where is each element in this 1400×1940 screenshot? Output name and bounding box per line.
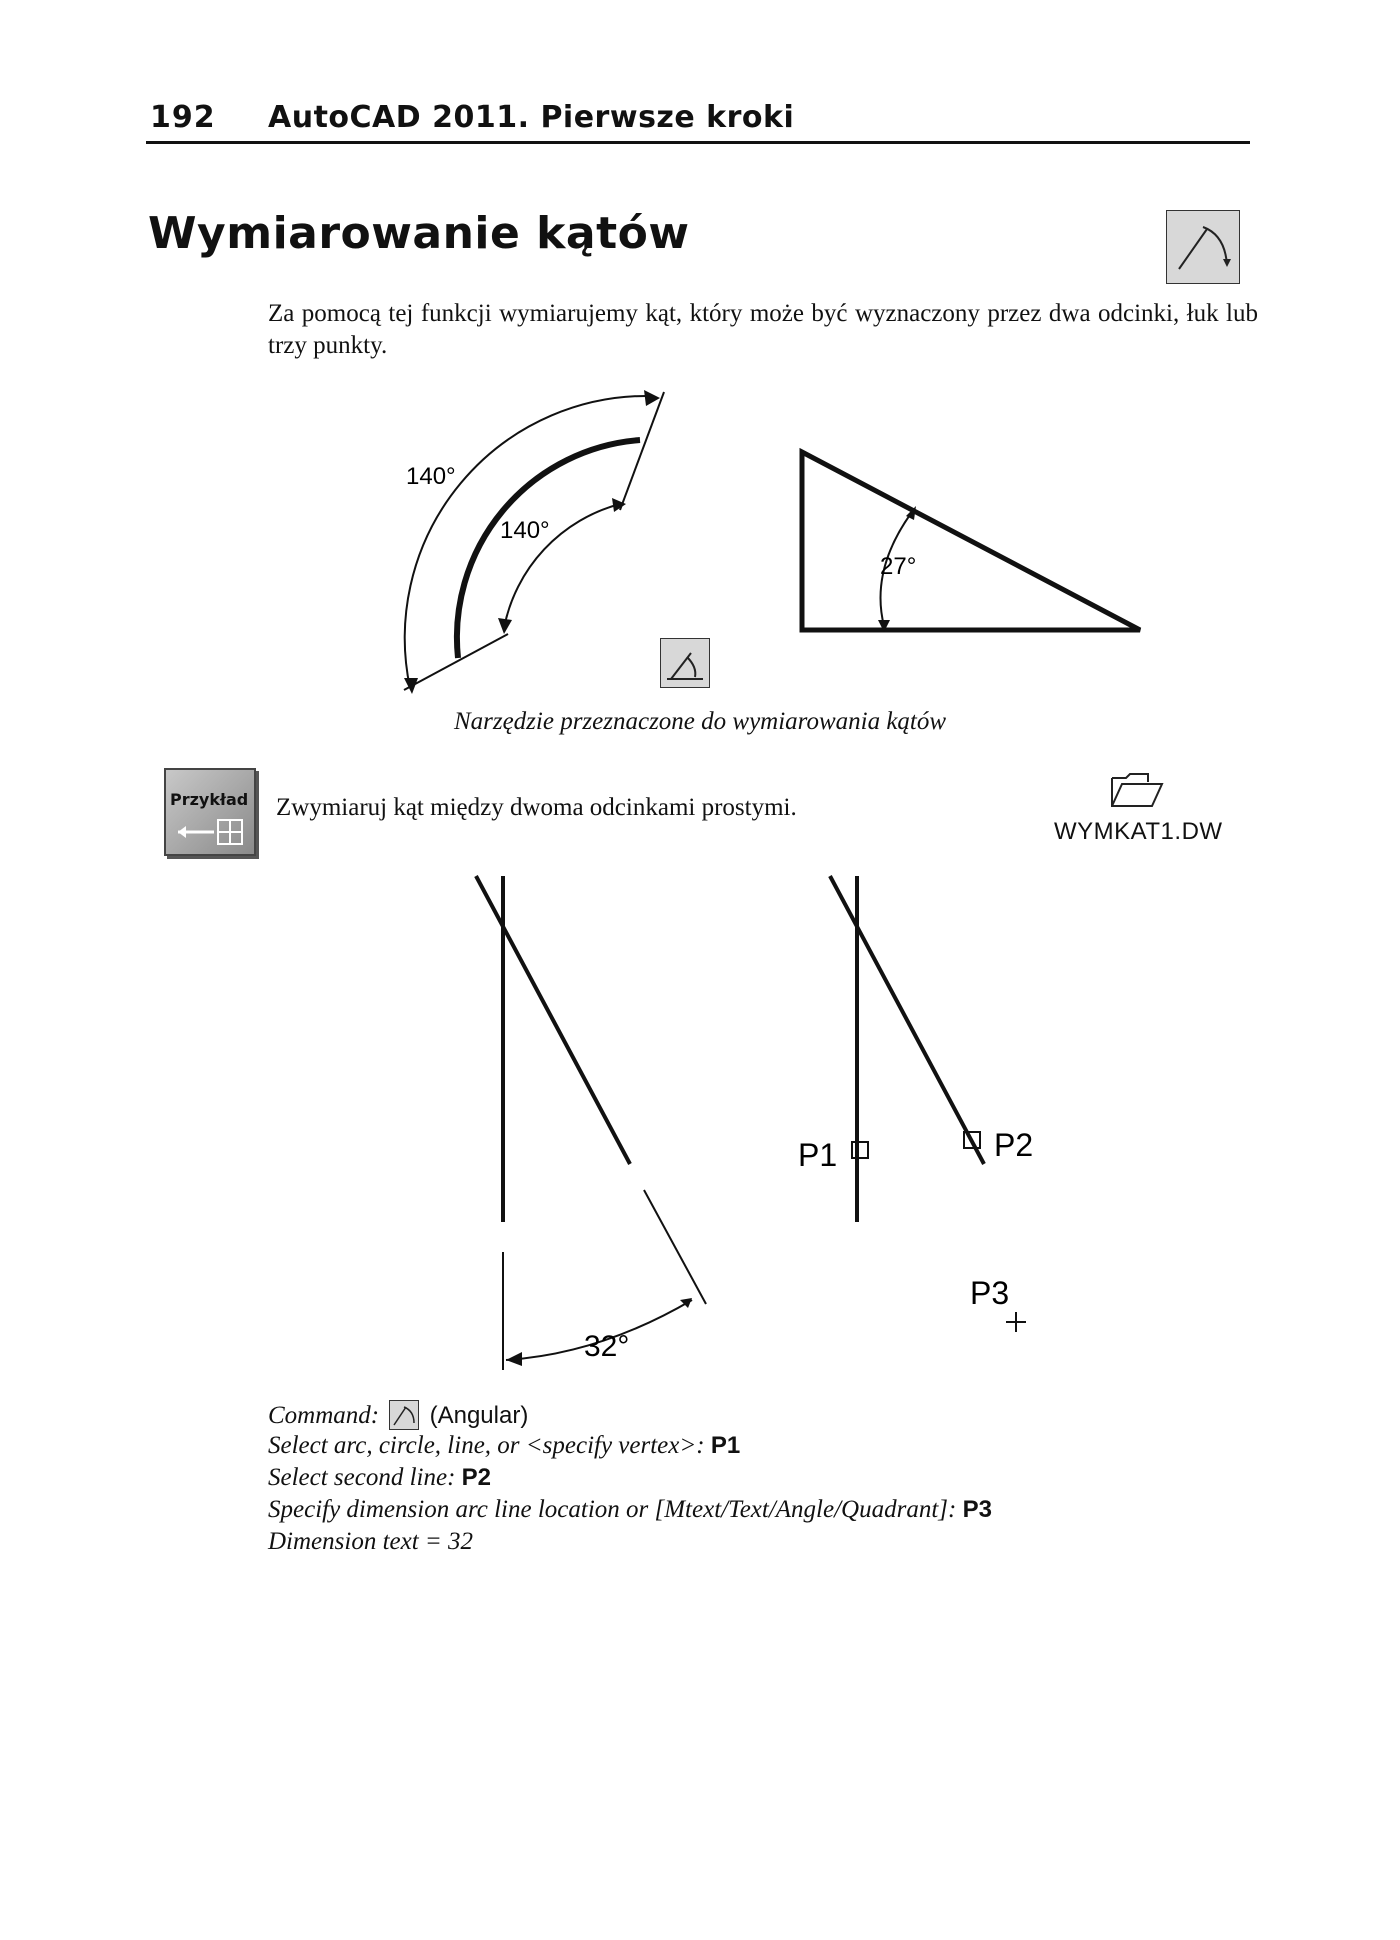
command-prompt: Select arc, circle, line, or <specify vertex>: [268, 1432, 705, 1459]
command-prompt: Dimension text = 32 [268, 1528, 474, 1555]
point-p3-label: P3 [970, 1275, 1010, 1311]
intro-paragraph: Za pomocą tej funkcji wymiarujemy kąt, który może być wyznaczony przez dwa odcinki, łuk lub trzy punkty. [268, 300, 1258, 359]
inner-arc-label: 140° [500, 517, 550, 544]
command-value: (Angular) [429, 1402, 529, 1429]
page-number: 192 [150, 100, 216, 135]
angle-32-label: 32° [584, 1330, 630, 1363]
book-title: AutoCAD 2011. Pierwsze kroki [268, 100, 795, 135]
command-line-1 [268, 1400, 528, 1430]
command-line-4 [268, 1496, 992, 1524]
example-badge-icon [164, 768, 256, 856]
point-p1-label: P1 [798, 1137, 838, 1173]
command-prompt: Specify dimension arc line location or [Mtext/Text/Angle/Quadrant]: [268, 1496, 957, 1523]
command-value: P2 [461, 1464, 492, 1491]
command-value: P3 [962, 1496, 992, 1523]
example-file-name: WYMKAT1.DW [1054, 818, 1223, 845]
command-line-2 [268, 1432, 740, 1460]
command-prompt: Command: [268, 1402, 380, 1429]
angular-tool-icon [660, 638, 710, 688]
example-text: Zwymiaruj kąt między dwoma odcinkami prostymi. [276, 794, 797, 821]
command-value: P1 [710, 1432, 741, 1459]
command-line-3 [268, 1464, 491, 1492]
point-p2-label: P2 [994, 1127, 1034, 1163]
command-line-5 [268, 1528, 473, 1556]
angular-command-icon [389, 1400, 419, 1430]
folder-icon [1108, 770, 1164, 810]
outer-arc-label: 140° [406, 463, 456, 490]
triangle-angle-label: 27° [880, 553, 917, 580]
section-title: Wymiarowanie kątów [148, 208, 690, 259]
figure-caption: Narzędzie przeznaczone do wymiarowania kątów [453, 708, 947, 735]
command-prompt: Select second line: [268, 1464, 456, 1491]
example-badge-label: Przykład [170, 790, 249, 809]
